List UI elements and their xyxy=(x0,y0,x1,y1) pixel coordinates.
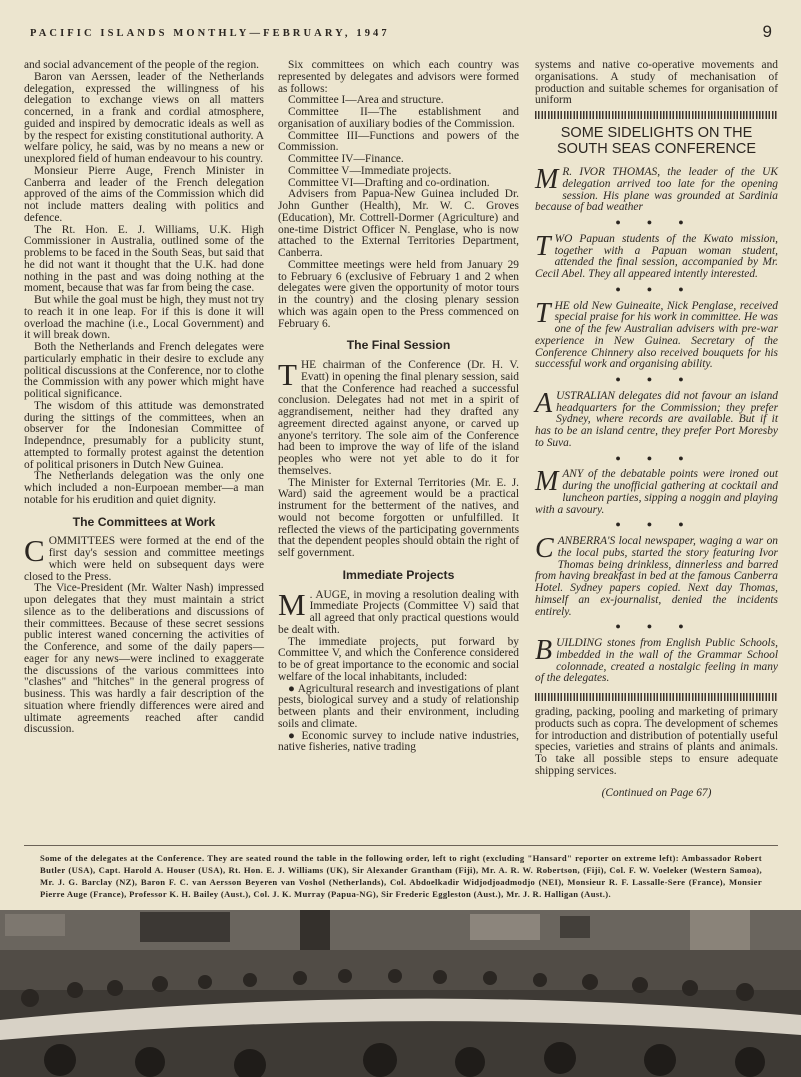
continued-note: (Continued on Page 67) xyxy=(601,786,712,799)
ornamental-rule xyxy=(535,111,778,119)
committee-item: Committee V—Immediate projects. xyxy=(288,164,452,177)
sidelight-text: USTRALIAN delegates did not favour an island headquarters for the Commission; they prefer Sydney, where records are available. But if it has to be an island centre, they prefer Port Moresby to Suva. xyxy=(535,389,778,449)
body-paragraph: Advisers from Papua-New Guinea included Dr. John Gunther (Health), Mr. W. C. Groves (Education), Mr. Cottrell-Dormer (Agriculture) and one-time District Officer N. Penglase, who is now attached to the External Territories Department, Canberra. xyxy=(278,188,519,259)
conference-photo-image xyxy=(0,910,801,1077)
committee-item: Committee II—The establishment and organisation of auxiliary bodies of the Commission. xyxy=(278,106,519,130)
page-number: 9 xyxy=(762,22,772,41)
running-title: PACIFIC ISLANDS MONTHLY—FEBRUARY, 1947 xyxy=(30,28,390,39)
bullet-paragraph: ● Economic survey to include native industries, native fisheries, native trading xyxy=(278,729,519,754)
drop-cap-text: . AUGE, in moving a resolution dealing with Immediate Projects (Committee V) said that all agreed that only practical questions would be dealt with. xyxy=(278,588,519,636)
sidelight-item xyxy=(535,230,778,281)
drop-cap: C xyxy=(535,533,554,564)
separator-dots: ●●● xyxy=(615,217,710,227)
sidelight-item xyxy=(535,164,778,214)
committee-item: Committee I—Area and structure. xyxy=(288,94,444,107)
sidelight-text: WO Papuan students of the Kwato mission, together with a Papuan woman student, attended the final session, accompanied by Mr. Cecil Abel. They all appeared intently interested. xyxy=(535,232,778,280)
committee-item: Committee III—Functions and powers of the Commission. xyxy=(278,129,519,154)
body-paragraph: The Rt. Hon. E. J. Williams, U.K. High Commissioner in Australia, outlined some of the problems to be faced in the South Seas, but said that he did not want it thought that the U.K. had done nothing in the past and was doing nothing at the moment, because that was far from being the case. xyxy=(24,223,264,295)
committee-item: Committee VI—Drafting and co-ordination. xyxy=(288,176,490,189)
drop-cap: B xyxy=(535,635,553,666)
body-paragraph: Six committees on which each country was represented by delegates and advisors were formed as follows: xyxy=(278,59,519,95)
photo-caption: Some of the delegates at the Conference. They are seated round the table in the following order, left to right (excluding "Hansard" reporter on extreme left): Ambassador Robert Butler (USA), Capt. Harold A. Houser (USA), Rt. Hon. E. J. Williams (UK), Sir Alexander Grantham (Fiji), Mr. A. R. W. Robertson, (Fiji), Col. F. W. Voeleker (Western Samoa), Mr. J. G. Barclay (NZ), Baron F. C. van Aersson Beyeren van Voshol (Netherlands), Col. Abdoelkadir Widjodjoadmodjo (NEI), Monsieur R. F. Lassalle-Sere (France), Monsier Pierre Auge (France), Professor K. H. Bailey (Aust.), Col. J. K. Murray (Papua-NG), Sir Frederic Eggleston (Aust.), Mr. J. R. Halligan (Aust.). xyxy=(40,853,762,899)
sidebar-title: SOME SIDELIGHTS ON THE SOUTH SEAS CONFERENCE xyxy=(557,125,756,157)
sidelight-text: HE old New Guineaite, Nick Penglase, received special praise for his work in committee. He was one of the few Australian advisers with pre-war experience in New Guinea. Secretary of the Conference Chinnery also received bouquets for his successful work and organising ability. xyxy=(535,299,778,371)
body-paragraph: The Vice-President (Mr. Walter Nash) impressed upon delegates that they must maintain a strict silence as to the deliberations and discussions of their committees. Because of these secret sessions public interest waned concerning the activities of the Conference, and some of the daily papers—eager for any news—were inclined to exaggerate the discussions of the various committees into "clashes" and "hitches" in the general progress of business. This was hardly a fair description of the situation where friendly differences were aired and ultimate agreements reached after candid discussion. xyxy=(24,582,264,736)
section-heading-final-session: The Final Session xyxy=(346,338,451,353)
drop-cap: M xyxy=(278,586,306,622)
separator-dots: ●●● xyxy=(615,621,710,632)
separator-dots: ●●● xyxy=(615,452,710,463)
committee-item: Committee IV—Finance. xyxy=(288,153,404,165)
body-paragraph: The Netherlands delegation was the only one which included a non-Eurpoean member—a man notable for his erudition and quiet dignity. xyxy=(24,470,264,506)
body-paragraph: The immediate projects, put forward by Committee V, and which the Conference considered to be of great importance to the economic and social welfare of the local inhabitants, included: xyxy=(278,635,519,683)
drop-cap-text: OMMITTEES were formed at the end of the first day's session and committee meetings which were held on subsequent days were closed to the Press. xyxy=(24,535,264,583)
drop-cap-text: HE chairman of the Conference (Dr. H. V. Evatt) in opening the final plenary session, said that the Conference had reached a successful conclusion. Delegates had not met in a spirit of aggrandisement, neither had they drafted any agreement directed against anyone, or carved up anyone's territory. The sole aim of the Conference had been to improve the way of life of the island peoples who were not yet able to do it for themselves. xyxy=(278,359,519,477)
sidelight-text: R. IVOR THOMAS, the leader of the UK delegation arrived too late for the opening session. His plane was grounded at Sardinia because of bad weather xyxy=(535,166,778,214)
column-2 xyxy=(278,60,519,754)
bullet-paragraph: ● Agricultural research and investigations of plant pests, biological survey and a study of relationship between plants and their environment, including soils and climate. xyxy=(278,682,519,730)
body-paragraph: Monsieur Pierre Auge, French Minister in Canberra and leader of the French delegation approved of the aims of the Commission which did not include matters dealing with politics and defence. xyxy=(24,164,264,224)
sidelight-item xyxy=(535,635,778,685)
drop-cap: T xyxy=(535,297,551,329)
drop-cap: M xyxy=(535,466,559,498)
sidelight-item xyxy=(535,533,778,618)
body-paragraph: The Minister for External Territories (Mr. E. J. Ward) said the agreement would be a practical instrument for the betterment of the natives, and would not become forgotten or unfulfilled. It reflected the views of the participating governments that the dependent peoples should obtain the right of self government. xyxy=(278,476,519,559)
sidelight-text: UILDING stones from English Public Schools, imbedded in the wall of the Grammar School colonnade, created a nostalgic feeling in many of the delegates. xyxy=(535,637,778,685)
sidelight-text: ANY of the debatable points were ironed out during the unofficial gathering at cocktail and luncheon parties, sipping a noggin and playing with a savoury. xyxy=(535,468,778,516)
body-paragraph: Both the Netherlands and French delegates were particularly emphatic in their desire to exclude any political discussions at the Conference, nor to clothe the Commission with any power which might have political significance. xyxy=(24,341,264,400)
body-paragraph: Baron van Aerssen, leader of the Netherlands delegation, expressed the willingness of his delegation to exchange views on all matters concerned, in a frank and cordial atmosphere, guided and inspired by democratic ideals as well as by the respect for existing constitutional authority. A welfare policy, he said, was by no means a new or unexplored field of human endeavour to his country. xyxy=(24,70,264,165)
drop-cap: T xyxy=(278,357,297,392)
body-paragraph: The wisdom of this attitude was demonstrated during the sittings of the committees, when an observer for the Indonesian Committee of Independnce, presumably for a publicity stunt, attempted to formally protest against the detention of political prisoners in Dutch New Guinea. xyxy=(24,399,264,471)
caption-rule xyxy=(24,845,778,846)
separator-dots: ●●● xyxy=(615,283,710,294)
separator-dots: ●●● xyxy=(615,519,710,530)
body-paragraph: grading, packing, pooling and marketing of primary products such as copra. The development of schemes for introduction and distribution of potentially useful species, varieties and strains of plants and animals. To take all possible steps to ensure adequate shipping services. xyxy=(535,706,778,777)
column-3 xyxy=(535,60,778,799)
sidelight-text: ANBERRA'S local newspaper, waging a war on the local pubs, started the story featuring Ivor Thomas being drinkless, dinnerless and barred from having breakfast in bed at the famous Canberra Hotel. Sydney papers copied. Next day Thomas, himself an ex-journalist, denied the incidents entirely. xyxy=(535,535,778,618)
drop-cap: A xyxy=(535,387,553,419)
body-paragraph: But while the goal must be high, they must not try to reach it in one leap. For if this is done it will overload the machine (i.e., Local Government) and it will break down. xyxy=(24,294,264,342)
sidelight-item xyxy=(535,387,778,450)
drop-cap: C xyxy=(24,533,45,569)
section-heading-immediate-projects: Immediate Projects xyxy=(342,567,455,582)
page-header xyxy=(30,24,772,46)
section-heading-committees: The Committees at Work xyxy=(72,514,216,529)
body-paragraph xyxy=(278,586,519,637)
separator-dots: ●●● xyxy=(615,374,710,384)
body-paragraph: systems and native co-operative movements and organisations. A study of mechanisation of production and suitable schemes for organisation of uniform xyxy=(535,59,778,107)
conference-photo xyxy=(0,910,801,1077)
column-1 xyxy=(24,60,264,736)
sidelight-item xyxy=(535,297,778,372)
body-paragraph xyxy=(278,357,519,478)
body-paragraph: and social advancement of the people of the region. xyxy=(24,59,259,71)
ornamental-rule xyxy=(535,693,778,701)
drop-cap: M xyxy=(535,164,559,195)
body-paragraph: Committee meetings were held from January 29 to February 6 (exclusive of February 1 and 2 when delegates were given the opportunity of motor tours in the country) and the closing plenary session which was again open to the Press commenced on February 6. xyxy=(278,258,519,330)
sidelight-item xyxy=(535,466,778,516)
drop-cap: T xyxy=(535,230,551,262)
body-paragraph xyxy=(24,533,264,583)
